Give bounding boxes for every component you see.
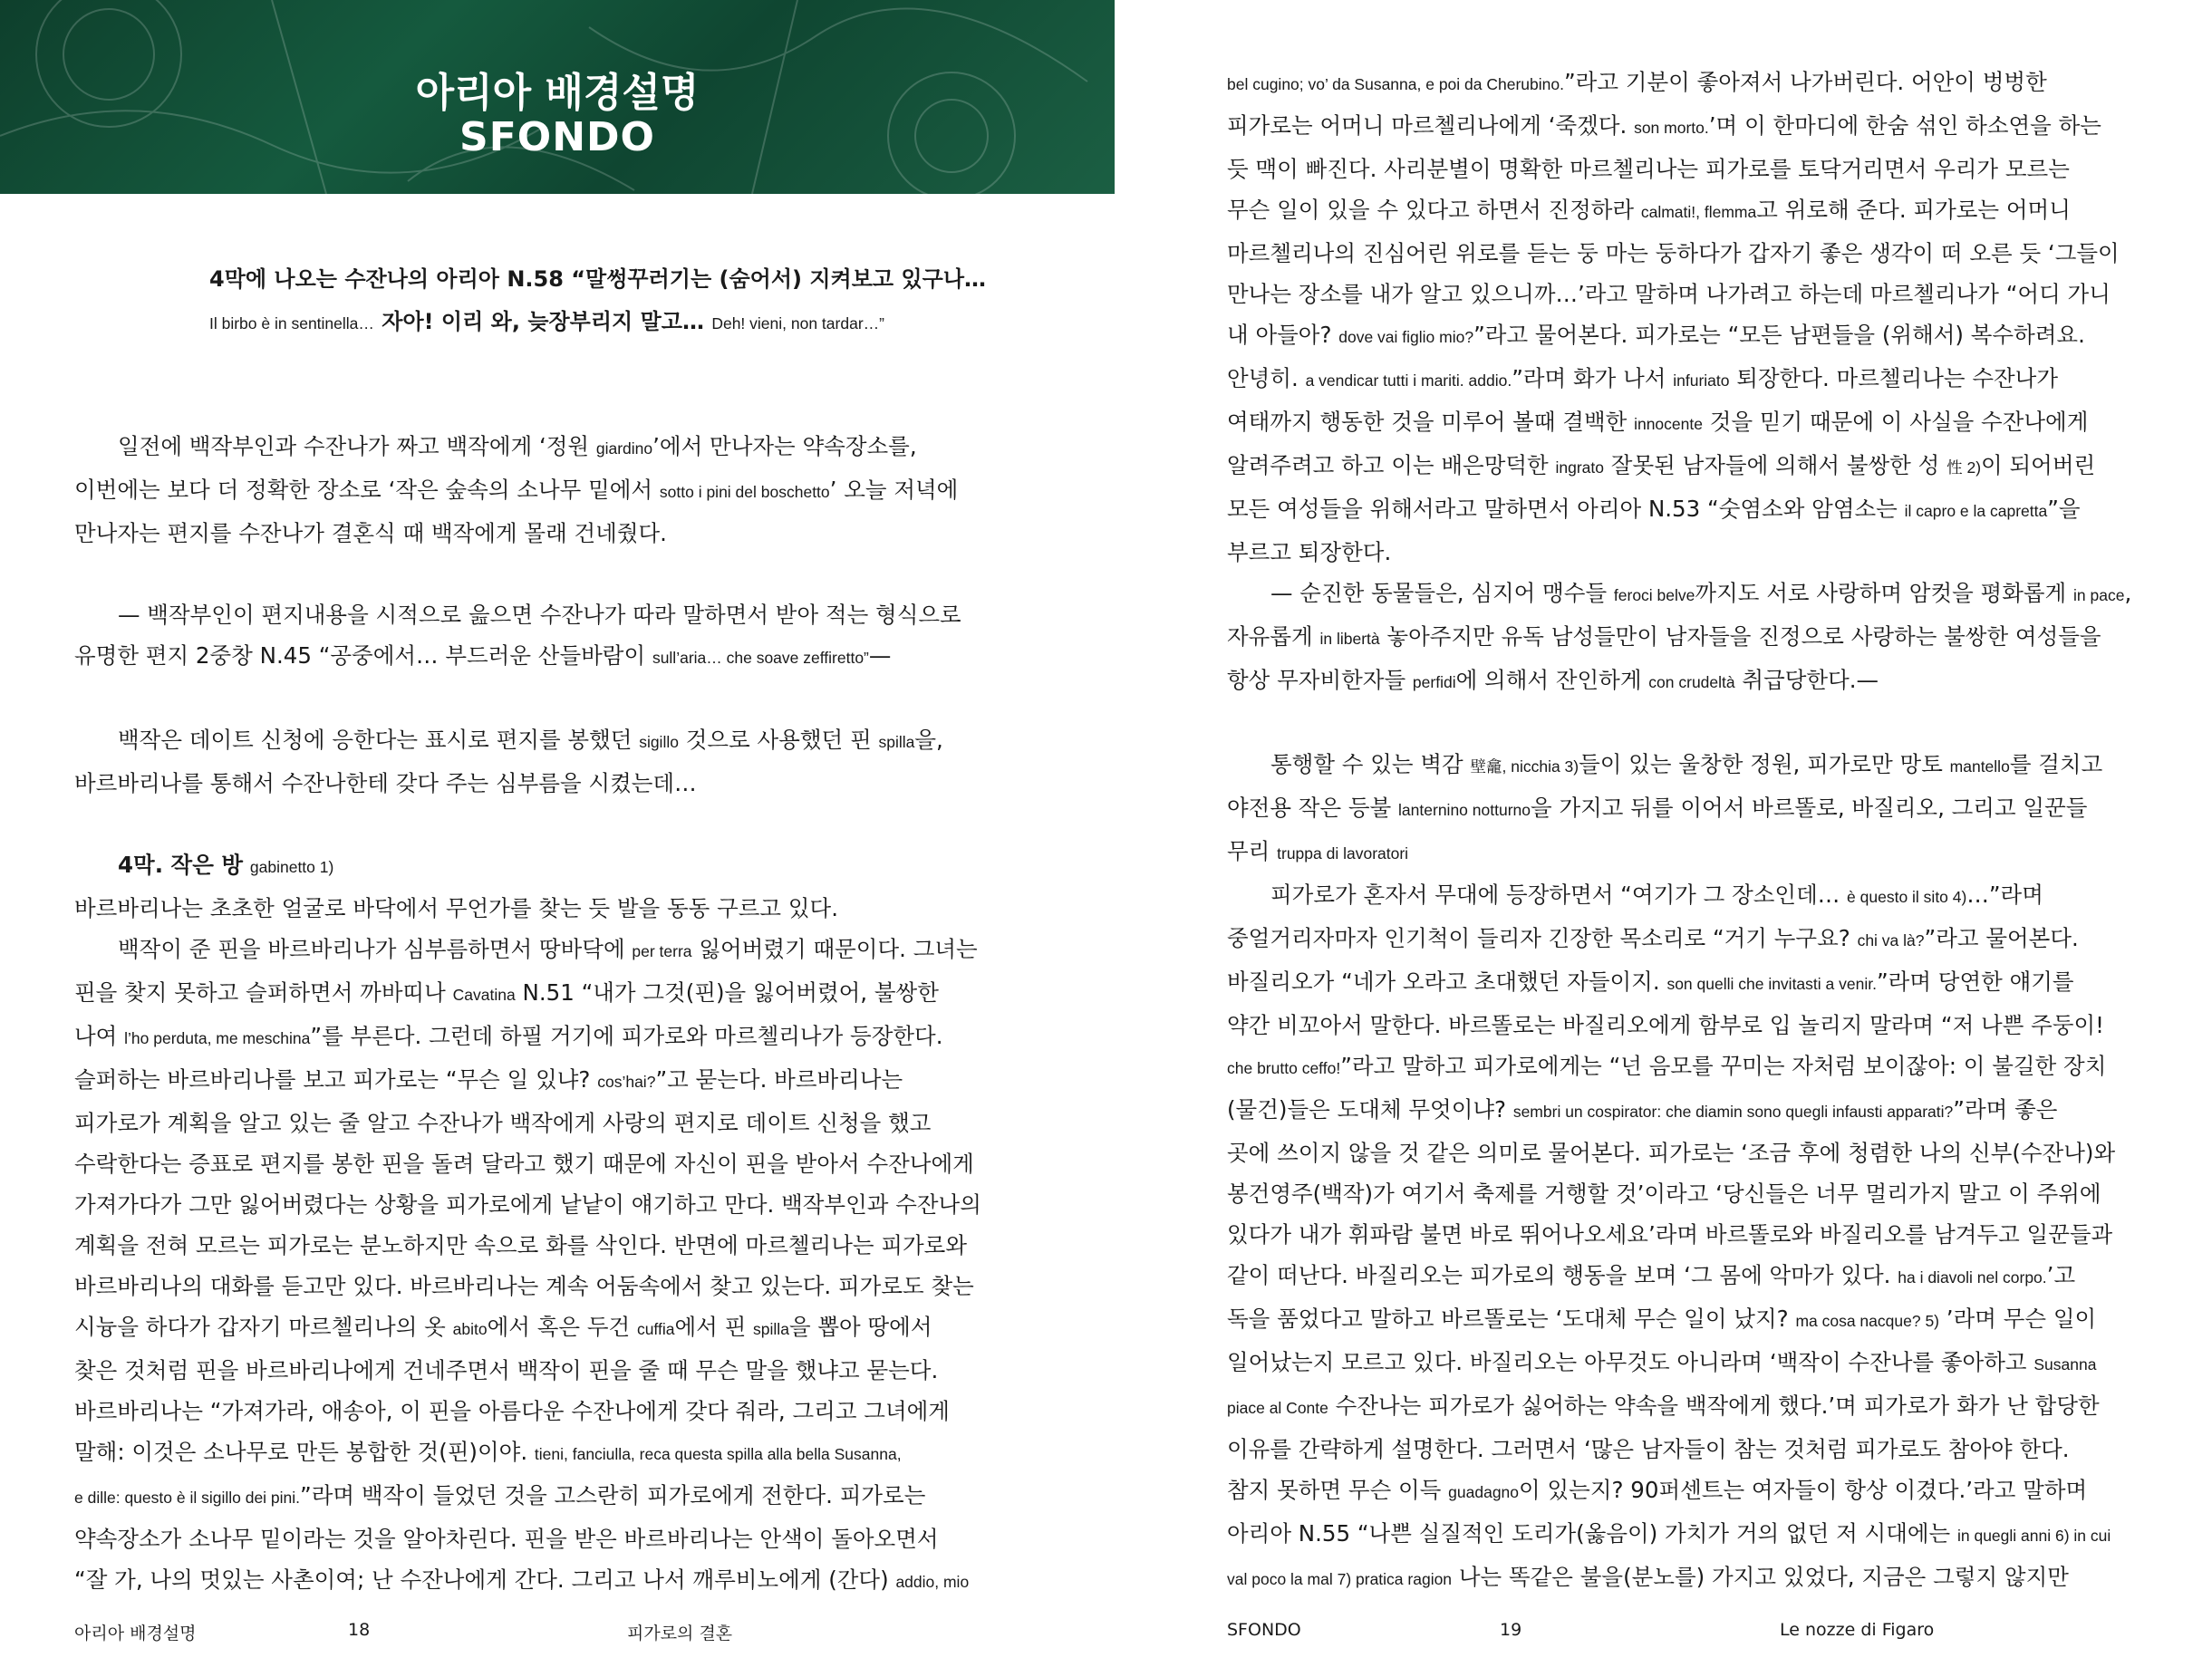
- text-block-3: [1227, 744, 2131, 874]
- banner-title-korean: 아리아 배경설명: [415, 70, 700, 116]
- text-line: (물건)들은 도대체 무엇이냐? sembri un cospirator: che diamin sono quegli infausti apparati?”라며 좋은: [1227, 1096, 2058, 1123]
- left-body: [74, 426, 981, 1603]
- title-banner: [0, 0, 1115, 194]
- text-line: 마르첼리나의 진심어린 위로를 듣는 둥 마는 둥하다가 갑자기 좋은 생각이 떠 오른 듯 ‘그들이: [1227, 240, 2120, 266]
- text-line: 통행할 수 있는 벽감 壁龕, nicchia 3)들이 있는 울창한 정원, 피가로만 망토 mantello를 걸치고: [1270, 751, 2103, 777]
- footer-book-title: Le nozze di Figaro: [1780, 1620, 1935, 1640]
- text-line: 듯 맥이 빠진다. 사리분별이 명확한 마르첼리나는 피가로를 토닥거리면서 우리가 모르는: [1227, 156, 2070, 182]
- text-line: 백작이 준 핀을 바르바리나가 심부름하면서 땅바닥에 per terra 잃어버렸기 때문이다. 그녀는: [118, 936, 978, 962]
- text-line: val poco la mal 7) pratica ragion 나는 똑같은 불을(분노를) 가지고 있었다, 지금은 그렇지 않지만: [1227, 1564, 2069, 1590]
- text-line: bel cugino; vo’ da Susanna, e poi da Cherubino.”라고 기분이 좋아져서 나가버린다. 어안이 벙벙한: [1227, 69, 2047, 95]
- paragraph-line: 유명한 편지 2중창 N.45 “공중에서… 부드러운 산들바람이 sull’aria… che soave zeffiretto”—: [74, 642, 892, 669]
- text-line: 계획을 전혀 모르는 피가로는 분노하지만 속으로 화를 삭인다. 반면에 마르첼리나는 피가로와: [74, 1232, 968, 1258]
- text-line: 독을 품었다고 말하고 바르똘로는 ‘도대체 무슨 일이 났지? ma cosa nacque? 5) ’라며 무슨 일이: [1227, 1306, 2097, 1332]
- text-line: 약간 비꼬아서 말한다. 바르똘로는 바질리오에게 함부로 입 놀리지 말라며 “저 나쁜 주둥이!: [1227, 1012, 2104, 1038]
- text-block-4: [1227, 874, 2131, 1600]
- scene-heading: 4막. 작은 방 gabinetto 1): [118, 852, 334, 878]
- right-page: [1115, 0, 2212, 1677]
- text-line: 곳에 쓰이지 않을 것 같은 의미로 물어본다. 피가로는 ‘조금 후에 청렴한 나의 신부(수잔나)와: [1227, 1140, 2116, 1166]
- scene-text: [74, 888, 981, 1603]
- text-line: 피가로는 어머니 마르첼리나에게 ‘죽겠다. son morto.’며 이 한마디에 한숨 섞인 하소연을 하는: [1227, 112, 2101, 139]
- text-line: — 순진한 동물들은, 심지어 맹수들 feroci belve까지도 서로 사랑하며 암컷을 평화롭게 in pace,: [1270, 580, 2132, 606]
- text-line: 내 아들아? dove vai figlio mio?”라고 물어본다. 피가로는 “모든 남편들을 (위해서) 복수하려요.: [1227, 322, 2085, 348]
- text-line: 알려주려고 하고 이는 배은망덕한 ingrato 잘못된 남자들에 의해서 불쌍한 성 性 2)이 되어버린: [1227, 452, 2096, 478]
- text-line: 시늉을 하다가 갑자기 마르첼리나의 옷 abito에서 혹은 두건 cuffia에서 핀 spilla을 뽑아 땅에서: [74, 1314, 932, 1340]
- text-line: 가져가다가 그만 잃어버렸다는 상황을 피가로에게 낱낱이 얘기하고 만다. 백작부인과 수잔나의: [74, 1191, 981, 1218]
- banner-title-italian: SFONDO: [459, 114, 655, 160]
- text-line: 야전용 작은 등불 lanternino notturno을 가지고 뒤를 이어서 바르똘로, 바질리오, 그리고 일꾼들: [1227, 795, 2088, 821]
- text-line: 수락한다는 증표로 편지를 봉한 핀을 돌려 달라고 했기 때문에 자신이 핀을 받아서 수잔나에게: [74, 1151, 974, 1177]
- text-line: 아리아 N.55 “나쁜 실질적인 도리가(옳음이) 가치가 거의 없던 저 시대에는 in quegli anni 6) in cui: [1227, 1520, 2111, 1547]
- text-line: 이유를 간략하게 설명한다. 그러면서 ‘많은 남자들이 참는 것처럼 피가로도 참아야 한다.: [1227, 1436, 2070, 1462]
- text-line: 봉건영주(백작)가 여기서 축제를 거행할 것’이라고 ‘당신들은 너무 멀리가지 말고 이 주위에: [1227, 1181, 2101, 1207]
- text-line: 바질리오가 “네가 오라고 초대했던 자들이지. son quelli che invitasti a venir.”라며 당연한 얘기를: [1227, 969, 2074, 995]
- text-line: 항상 무자비한자들 perfidi에 의해서 잔인하게 con crudeltà 취급당한다.—: [1227, 667, 1879, 693]
- text-line: 안녕히. a vendicar tutti i mariti. addio.”라며 화가 나서 infuriato 퇴장한다. 마르첼리나는 수잔나가: [1227, 365, 2059, 391]
- paragraph-line: 이번에는 보다 더 정확한 장소로 ‘작은 숲속의 소나무 밑에서 sotto i pini del boschetto’ 오늘 저녁에: [74, 477, 959, 503]
- text-line: 모든 여성들을 위해서라고 말하면서 아리아 N.53 “숫염소와 암염소는 il capro e la capretta”을: [1227, 496, 2081, 522]
- text-line: 피가로가 계획을 알고 있는 줄 알고 수잔나가 백작에게 사랑의 편지로 데이트 신청을 했고: [74, 1110, 932, 1136]
- text-line: che brutto ceffo!”라고 말하고 피가로에게는 “넌 음모를 꾸미는 자처럼 보이잖아: 이 불길한 장치: [1227, 1053, 2107, 1079]
- paragraph-line: 백작은 데이트 신청에 응한다는 표시로 편지를 봉했던 sigillo 것으로 사용했던 핀 spilla을,: [118, 727, 943, 753]
- aria-quote: [209, 258, 986, 345]
- text-line: 무리 truppa di lavoratori: [1227, 838, 1409, 864]
- text-line: 일어났는지 모르고 있다. 바질리오는 아무것도 아니라며 ‘백작이 수잔나를 좋아하고 Susanna: [1227, 1349, 2097, 1375]
- text-line: 참지 못하면 무슨 이득 guadagno이 있는지? 90퍼센트는 여자들이 항상 이겼다.’라고 말하며: [1227, 1477, 2088, 1503]
- footer-section: 아리아 배경설명: [74, 1624, 197, 1643]
- text-line: 바르바리나의 대화를 듣고만 있다. 바르바리나는 계속 어둠속에서 찾고 있는다. 피가로도 찾는: [74, 1273, 974, 1299]
- text-line: 중얼거리자마자 인기척이 들리자 긴장한 목소리로 “거기 누구요? chi va là?”라고 물어본다.: [1227, 925, 2079, 951]
- quote-line-1: 4막에 나오는 수잔나의 아리아 N.58 “말썽꾸러기는 (숨어서) 지켜보고 있구나…: [209, 266, 987, 292]
- text-block-2: [1227, 573, 2131, 703]
- text-line: 부르고 퇴장한다.: [1227, 539, 1392, 565]
- paragraph-line: 바르바리나를 통해서 수잔나한테 갖다 주는 심부름을 시켰는데…: [74, 770, 697, 796]
- text-line: 바르바리나는 초초한 얼굴로 바닥에서 무언가를 찾는 듯 발을 동동 구르고 있다.: [74, 895, 839, 921]
- text-line: 나여 l’ho perduta, me meschina”를 부른다. 그런데 하필 거기에 피가로와 마르첼리나가 등장한다.: [74, 1023, 943, 1049]
- footer-book-title: 피가로의 결혼: [627, 1624, 733, 1643]
- right-body: [1227, 62, 2131, 1600]
- paragraph-line: 만나자는 편지를 수잔나가 결혼식 때 백작에게 몰래 건네줬다.: [74, 520, 667, 546]
- page-number: 18: [348, 1620, 371, 1640]
- text-line: 자유롭게 in libertà 놓아주지만 유독 남성들만이 남자들을 진정으로 사랑하는 불쌍한 여성들을: [1227, 623, 2101, 650]
- paragraph-line: 일전에 백작부인과 수잔나가 짜고 백작에게 ‘정원 giardino’에서 만나자는 약속장소를,: [118, 433, 917, 459]
- text-line: 찾은 것처럼 핀을 바르바리나에게 건네주면서 백작이 핀을 줄 때 무슨 말을 했냐고 묻는다.: [74, 1357, 939, 1383]
- page-number: 19: [1500, 1620, 1522, 1640]
- text-line: 무슨 일이 있을 수 있다고 하면서 진정하라 calmati!, flemma고 위로해 준다. 피가로는 어머니: [1227, 197, 2071, 223]
- text-line: piace al Conte 수잔나는 피가로가 싫어하는 약속을 백작에게 했다.’며 피가로가 화가 난 합당한: [1227, 1393, 2100, 1419]
- text-line: e dille: questo è il sigillo dei pini.”라며 백작이 들었던 것을 고스란히 피가로에게 전한다. 피가로는: [74, 1482, 926, 1508]
- text-line: 말해: 이것은 소나무로 만든 봉합한 것(핀)이야. tieni, fanciulla, reca questa spilla alla bella Susanna,: [74, 1439, 902, 1465]
- paragraph-line: — 백작부인이 편지내용을 시적으로 읊으면 수잔나가 따라 말하면서 받아 적는 형식으로: [118, 602, 961, 628]
- text-line: 있다가 내가 휘파람 불면 바로 뛰어나오세요’라며 바르똘로와 바질리오를 남겨두고 일꾼들과: [1227, 1221, 2113, 1248]
- text-line: 여태까지 행동한 것을 미루어 볼때 결백한 innocente 것을 믿기 때문에 이 사실을 수잔나에게: [1227, 409, 2089, 435]
- text-block-1: [1227, 62, 2131, 573]
- text-line: 바르바리나는 “가져가라, 애송아, 이 핀을 아름다운 수잔나에게 갖다 줘라, 그리고 그녀에게: [74, 1398, 950, 1424]
- quote-line-2: Il birbo è in sentinella… 자아! 이리 와, 늦장부리지 말고… Deh! vieni, non tardar…”: [209, 309, 884, 334]
- text-line: 만나는 장소를 내가 알고 있으니까…’라고 말하며 나가려고 하는데 마르첼리나가 “어디 가니: [1227, 281, 2111, 307]
- text-line: 핀을 찾지 못하고 슬퍼하면서 까바띠나 Cavatina N.51 “내가 그것(핀)을 잃어버렸어, 불쌍한: [74, 979, 939, 1006]
- text-line: “잘 가, 나의 멋있는 사촌이여; 난 수잔나에게 간다. 그리고 나서 깨루비노에게 (간다) addio, mio: [74, 1566, 970, 1593]
- text-line: 피가로가 혼자서 무대에 등장하면서 “여기가 그 장소인데… è questo il sito 4)…”라며: [1270, 882, 2043, 908]
- text-line: 슬퍼하는 바르바리나를 보고 피가로는 “무슨 일 있냐? cos’hai?”고 묻는다. 바르바리나는: [74, 1066, 903, 1093]
- text-line: 약속장소가 소나무 밑이라는 것을 알아차린다. 핀을 받은 바르바리나는 안색이 돌아오면서: [74, 1526, 939, 1552]
- text-line: 같이 떠난다. 바질리오는 피가로의 행동을 보며 ‘그 몸에 악마가 있다. ha i diavoli nel corpo.’고: [1227, 1262, 2076, 1288]
- footer-section: SFONDO: [1227, 1620, 1301, 1640]
